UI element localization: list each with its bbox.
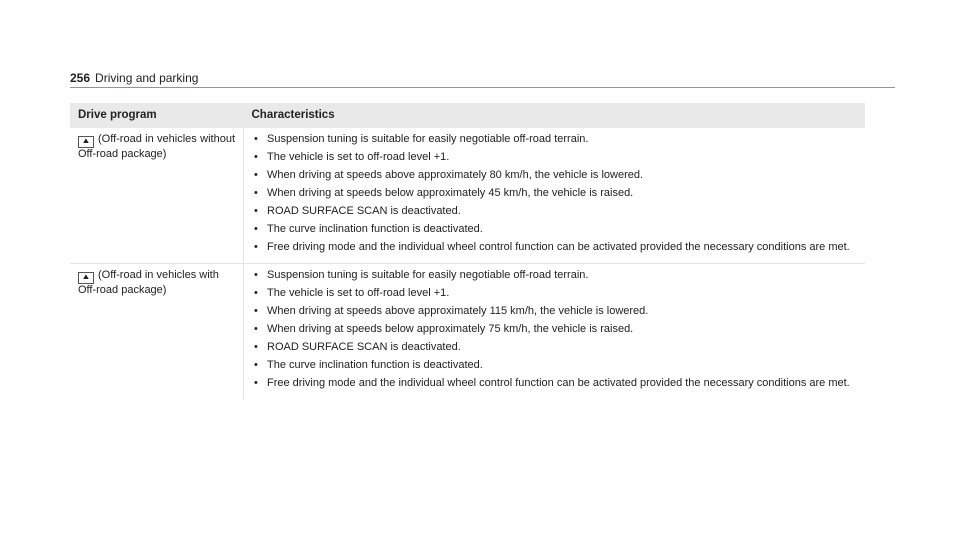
page-number: 256 [70, 71, 91, 85]
characteristics-cell [244, 128, 866, 264]
column-header: Characteristics [244, 103, 866, 128]
list-item: • Suspension tuning is suitable for easily negotiable off-road terrain. [252, 269, 857, 282]
program-cell: ⛰ (Off-road in vehicles with Off-road package) [70, 264, 244, 400]
offroad-package-icon: ⛰ [78, 272, 94, 284]
list-item: • The curve inclination function is deactivated. [252, 359, 857, 372]
list-item: • The curve inclination function is deactivated. [252, 223, 857, 236]
list-item: • When driving at speeds below approximately 75 km/h, the vehicle is raised. [252, 323, 857, 336]
list-item: • The vehicle is set to off-road level +1. [252, 151, 857, 164]
list-item: • Free driving mode and the individual wheel control function can be activated provided the necessary conditions are met. [252, 377, 857, 390]
offroad-icon: ⛰ [78, 136, 94, 148]
drive-program-table [70, 103, 865, 399]
page-header [70, 71, 198, 85]
table-header [70, 103, 865, 128]
header-rule [70, 87, 895, 88]
list-item: • When driving at speeds below approximately 45 km/h, the vehicle is raised. [252, 187, 857, 200]
list-item: • When driving at speeds above approximately 115 km/h, the vehicle is lowered. [252, 305, 857, 318]
program-cell: ⛰ (Off-road in vehicles without Off-road package) [70, 128, 244, 264]
list-item: • Suspension tuning is suitable for easily negotiable off-road terrain. [252, 133, 857, 146]
list-item: • When driving at speeds above approximately 80 km/h, the vehicle is lowered. [252, 169, 857, 182]
column-header: Drive program [70, 103, 244, 128]
list-item: • ROAD SURFACE SCAN is deactivated. [252, 341, 857, 354]
section-title: Driving and parking [95, 71, 199, 85]
list-item: • Free driving mode and the individual wheel control function can be activated provided the necessary conditions are met. [252, 241, 857, 254]
table-row [70, 264, 865, 400]
characteristics-cell [244, 264, 866, 400]
list-item: • The vehicle is set to off-road level +1. [252, 287, 857, 300]
table-row [70, 128, 865, 264]
list-item: • ROAD SURFACE SCAN is deactivated. [252, 205, 857, 218]
